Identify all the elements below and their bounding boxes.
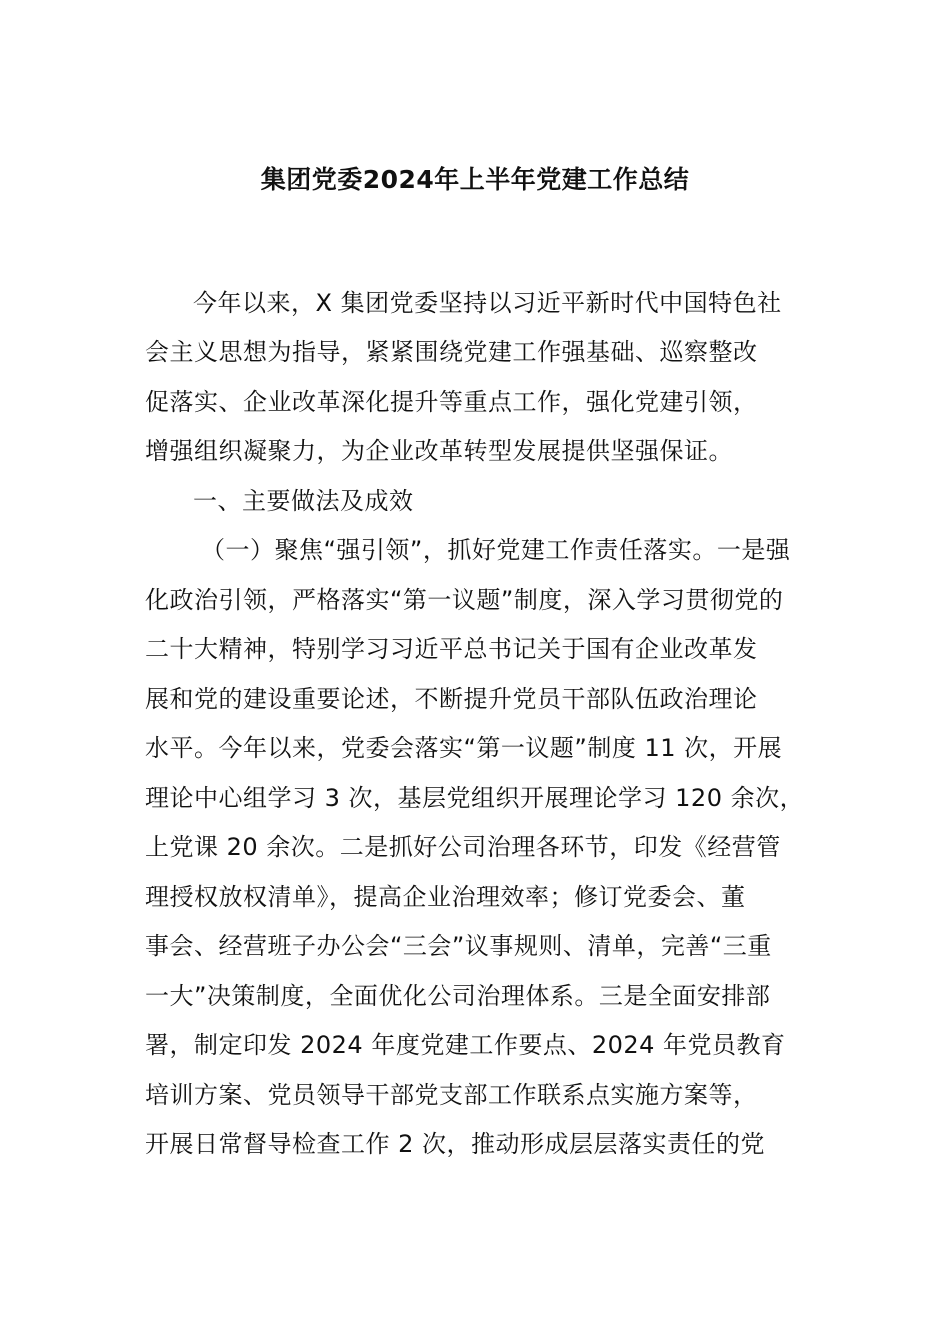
paragraph-line: 化政治引领，严格落实“第一议题”制度，深入学习贯彻党的 <box>145 586 784 614</box>
section-heading: 一、主要做法及成效 <box>193 487 414 515</box>
paragraph-line: 理授权放权清单》，提高企业治理效率；修订党委会、董 <box>145 883 746 911</box>
paragraph-line: 展和党的建设重要论述，不断提升党员干部队伍政治理论 <box>145 685 758 713</box>
document-title: 集团党委2024年上半年党建工作总结 <box>260 165 690 194</box>
paragraph-line: 一大”决策制度，全面优化公司治理体系。三是全面安排部 <box>145 982 771 1010</box>
paragraph-line: 会主义思想为指导，紧紧围绕党建工作强基础、巡察整改 <box>145 338 758 366</box>
paragraph-line: 署，制定印发 2024 年度党建工作要点、2024 年党员教育 <box>145 1031 786 1059</box>
paragraph-line: 促落实、企业改革深化提升等重点工作，强化党建引领， <box>145 388 758 416</box>
paragraph-line: 理论中心组学习 3 次，基层党组织开展理论学习 120 余次， <box>145 784 805 812</box>
paragraph-line: 培训方案、党员领导干部党支部工作联系点实施方案等， <box>145 1081 758 1109</box>
subsection-heading-line: （一）聚焦“强引领”，抓好党建工作责任落实。一是强 <box>201 536 791 564</box>
paragraph-line: 增强组织凝聚力，为企业改革转型发展提供坚强保证。 <box>145 437 733 465</box>
paragraph-line: 水平。今年以来，党委会落实“第一议题”制度 11 次，开展 <box>145 734 783 762</box>
paragraph-line: 上党课 20 余次。二是抓好公司治理各环节，印发《经营管 <box>145 833 781 861</box>
paragraph-line: 二十大精神，特别学习习近平总书记关于国有企业改革发 <box>145 635 758 663</box>
paragraph-line: 开展日常督导检查工作 2 次，推动形成层层落实责任的党 <box>145 1130 766 1158</box>
paragraph-line: 事会、经营班子办公会“三会”议事规则、清单，完善“三重 <box>145 932 772 960</box>
paragraph-line: 今年以来，X 集团党委坚持以习近平新时代中国特色社 <box>193 289 782 317</box>
